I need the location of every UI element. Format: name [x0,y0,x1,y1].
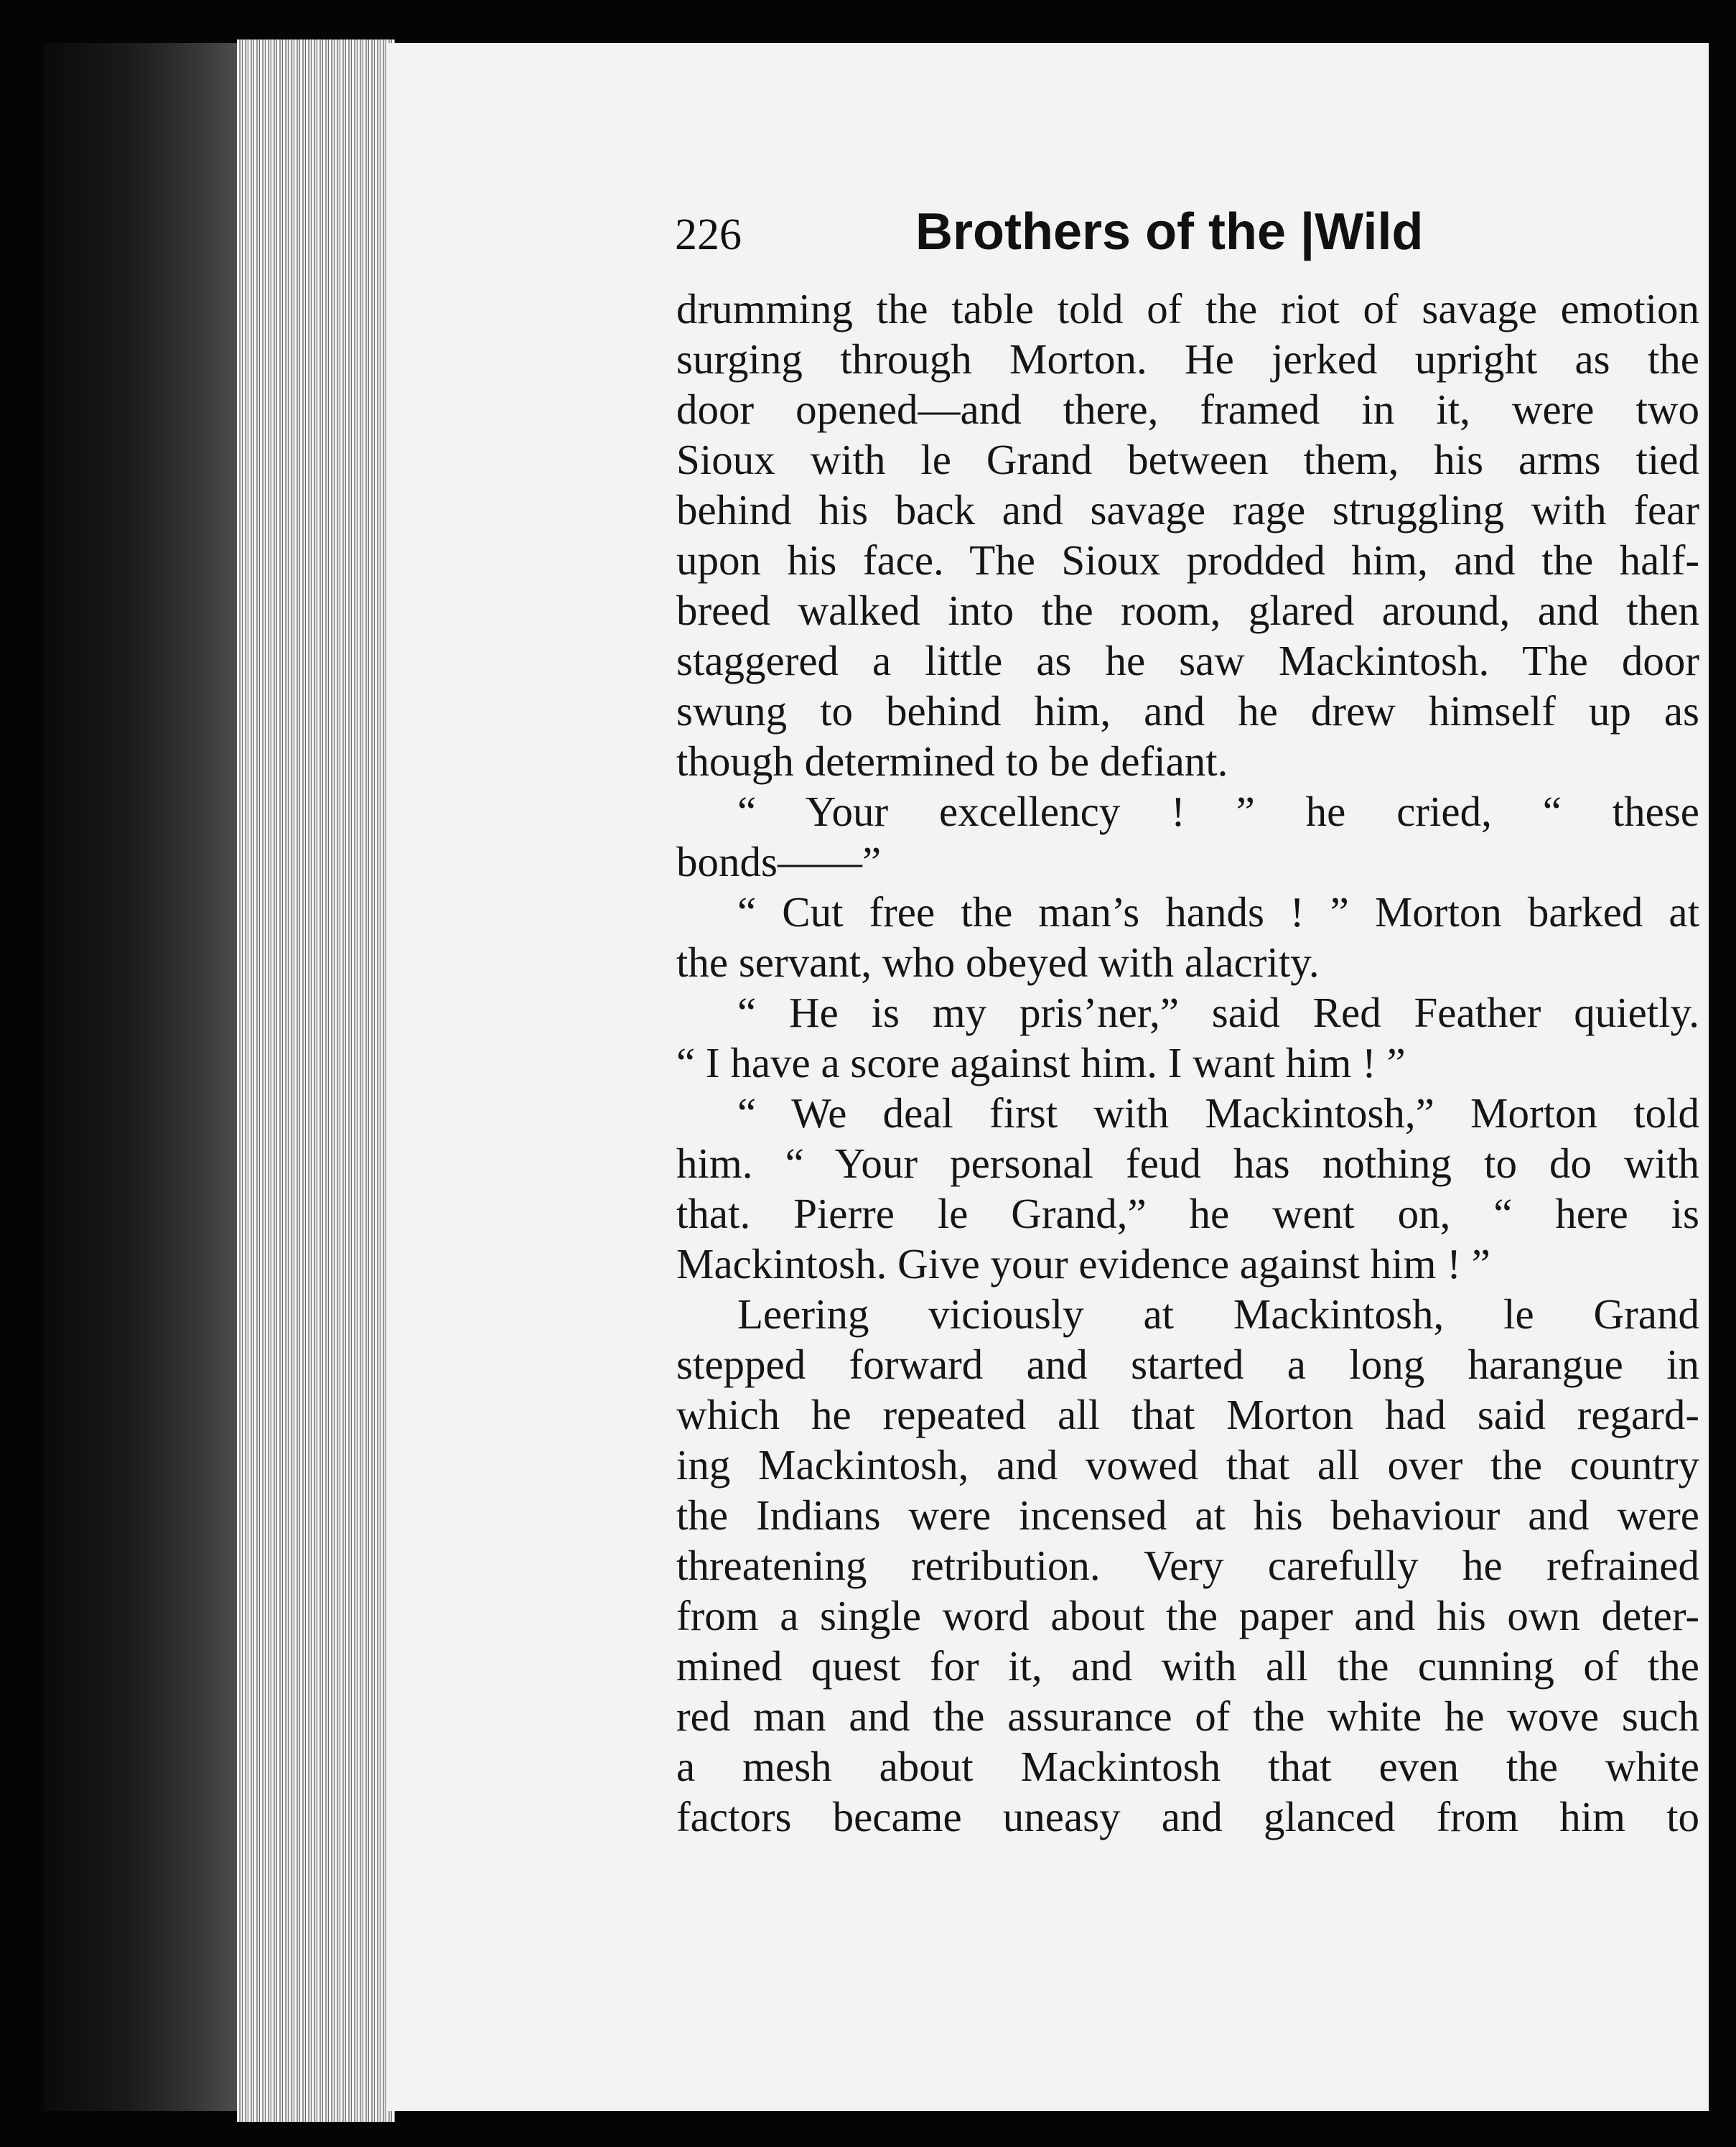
text-line: upon his face. The Sioux prodded him, and the half- [676,536,1699,584]
text-line: threatening retribution. Very carefully he refrained [676,1542,1699,1589]
text-line: that. Pierre le Grand,” he went on, “ here is [676,1190,1699,1237]
text-line: a mesh about Mackintosh that even the white [676,1743,1699,1790]
text-line: swung to behind him, and he drew himself up as [676,687,1699,735]
text-line: though determined to be defiant. [676,737,1228,785]
book-page [388,43,1709,2111]
text-line: stepped forward and started a long harangue in [676,1341,1699,1388]
text-line: “ Your excellency ! ” he cried, “ these [737,788,1699,835]
text-line: bonds——” [676,838,882,885]
text-line: door opened—and there, framed in it, were two [676,386,1699,433]
text-line: the Indians were incensed at his behaviour and were [676,1491,1699,1539]
page-number: 226 [675,210,742,259]
text-line: mined quest for it, and with all the cunning of the [676,1642,1699,1690]
text-line: drumming the table told of the riot of savage emotion [676,285,1699,332]
text-line: behind his back and savage rage struggling with fear [676,486,1699,534]
body-text [676,284,1699,1842]
text-line: the servant, who obeyed with alacrity. [676,939,1320,986]
text-line: staggered a little as he saw Mackintosh. The door [676,637,1699,684]
text-line: Leering viciously at Mackintosh, le Grand [737,1290,1699,1338]
text-line: him. “ Your personal feud has nothing to do with [676,1140,1699,1187]
text-line: which he repeated all that Morton had said regard- [676,1391,1699,1438]
running-head: Brothers of the |Wild [915,203,1424,261]
text-line: surging through Morton. He jerked upright as the [676,335,1699,383]
text-line: ing Mackintosh, and vowed that all over the country [676,1441,1699,1489]
text-line: from a single word about the paper and his own deter- [676,1592,1699,1639]
book-binding-edge [43,43,251,2111]
text-line: Mackintosh. Give your evidence against him ! ” [676,1240,1490,1287]
text-line: “ I have a score against him. I want him ! ” [676,1039,1406,1086]
text-line: breed walked into the room, glared around, and then [676,587,1699,634]
text-line: factors became uneasy and glanced from him to [676,1793,1699,1840]
text-line: “ He is my pris’ner,” said Red Feather quietly. [737,989,1699,1036]
text-line: “ We deal first with Mackintosh,” Morton told [737,1089,1699,1137]
text-line: Sioux with le Grand between them, his arms tied [676,436,1699,483]
text-line: red man and the assurance of the white he wove such [676,1692,1699,1740]
page-edges-stack [237,39,395,2122]
text-line: “ Cut free the man’s hands ! ” Morton barked at [737,888,1699,936]
page-header [675,202,1694,296]
